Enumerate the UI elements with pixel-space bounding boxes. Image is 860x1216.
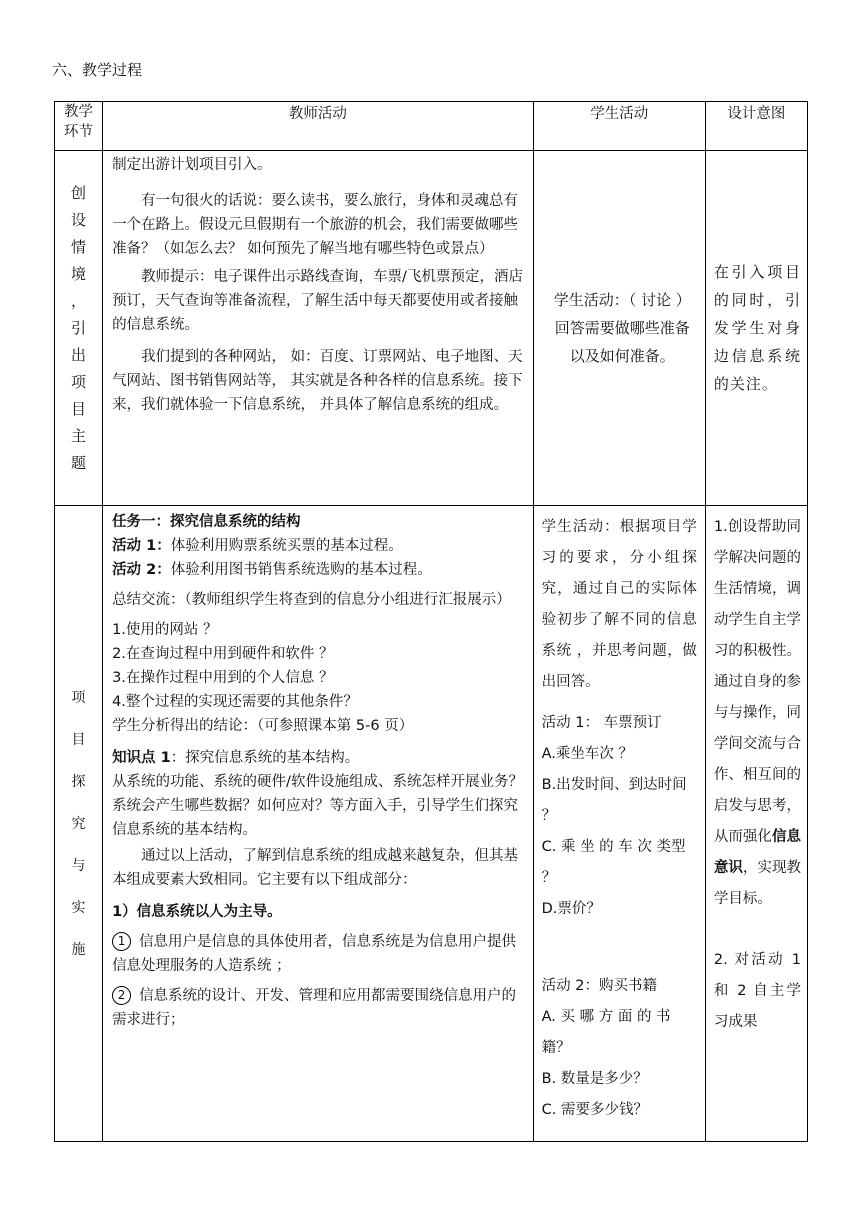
- header-student-activity: 学生活动: [533, 102, 705, 151]
- teacher-activity-intro: [103, 151, 534, 506]
- teaching-process-table: [54, 101, 808, 1142]
- intro-paragraph-4: 我们提到的各种网站， 如：百度、订票网站、电子地图、天气网站、图书销售网站等， 其实就是各种各样的信息系统。接下来，我们就体验一下信息系统， 并具体了解信息系统的组成。: [112, 349, 523, 413]
- student-act1-c: C. 乘 坐 的 车 次 类型 ？: [541, 839, 686, 886]
- table-row-project-exploration: [55, 506, 808, 1142]
- header-design-intent: 设计意图: [705, 102, 807, 151]
- point-1-item-2: 2 信息系统的设计、开发、管理和应用都需要围绕信息用户的需求进行；: [112, 988, 517, 1028]
- student-act1-title: 活动 1： 车票预订: [541, 715, 662, 731]
- point-1-item-1: 1 信息用户是信息的具体使用者，信息系统是为信息用户提供信息处理服务的人造系统 ；: [112, 934, 517, 974]
- knowledge-point-line: 知识点 1：探究信息系统的基本结构。: [112, 750, 360, 766]
- intro-paragraph-3: 教师提示：电子课件出示路线查询，车票/飞机票预定，酒店预订，天气查询等准备流程，了解生活中每天都要使用或者接触的信息系统。: [112, 269, 523, 333]
- knowledge-point-desc: 从系统的功能、系统的硬件/软件设施组成、系统怎样开展业务？系统会产生哪些数据？如何应对？等方面入手，引导学生们探究信息系统的基本结构。: [112, 774, 523, 838]
- teacher-activity-exploration: [103, 506, 534, 1142]
- header-stage: 教学环节: [55, 102, 103, 151]
- question-4: 4.整个过程的实现还需要的其他条件？: [112, 694, 358, 710]
- conclusion-text: 学生分析得出的结论：（可参照课本第 5-6 页）: [112, 718, 414, 734]
- design-intent-intro: [705, 151, 807, 506]
- student-act2-b: B. 数量是多少？: [541, 1071, 648, 1087]
- student-intro: 学生活动：根据项目学习的要求，分小组探究，通过自己的实际体验初步了解不同的信息系统 ，并思考问题，做出回答。: [541, 519, 697, 690]
- student-act1-b: B.出发时间、到达时间 ？: [541, 777, 687, 824]
- circled-number-1: 1: [112, 932, 131, 951]
- question-3: 3.在操作过程中用到的个人信息 ？: [112, 670, 334, 686]
- through-activities-text: 通过以上活动，了解到信息系统的组成越来越复杂，但其基本组成要素大致相同。它主要有以下组成部分：: [112, 848, 519, 888]
- page-heading: 六、教学过程: [52, 61, 143, 79]
- student-activity-intro-text: 学生活动：（ 讨论 ） 回答需要做哪些准备以及如何准备。: [553, 291, 691, 365]
- table-row-introduction: [55, 151, 808, 506]
- activity-1-line: 活动 1：体验利用购票系统买票的基本过程。: [112, 538, 403, 554]
- header-teacher-activity: 教师活动: [103, 102, 534, 151]
- student-act1-a: A.乘坐车次 ？: [541, 746, 634, 762]
- table-header-row: [55, 102, 808, 151]
- student-act2-title: 活动 2：购买书籍: [541, 978, 657, 994]
- intro-paragraph-2: 有一句很火的话说：要么读书，要么旅行，身体和灵魂总有一个在路上。假设元旦假期有一个旅游的机会，我们需要做哪些准备？（如怎么去？ 如何预先了解当地有哪些特色或景点）: [112, 193, 519, 257]
- student-act2-c: C. 需要多少钱？: [541, 1102, 648, 1118]
- question-2: 2.在查询过程中用到硬件和软件 ？: [112, 646, 334, 662]
- activity-2-line: 活动 2：体验利用图书销售系统选购的基本过程。: [112, 562, 432, 578]
- student-activity-exploration: [533, 506, 705, 1142]
- design-intent-point-1: 1.创设帮助同学解决问题的生活情境，调动学生自主学习的积极性。通过自身的参与与操作，同学间交流与合作、相互间的启发与思考，从而强化信息意识，实现教学目标。: [713, 519, 801, 907]
- point-1-title: 1）信息系统以人为主导。: [112, 904, 282, 920]
- student-act1-d: D.票价？: [541, 901, 601, 917]
- summary-text: 总结交流：（教师组织学生将查到的信息分小组进行汇报展示）: [112, 592, 511, 608]
- section-label-introduction: 创 设 情 境 ， 引 出 项 目 主 题: [55, 151, 103, 506]
- question-1: 1.使用的网站 ？: [112, 622, 218, 638]
- design-intent-point-2: 2. 对活动 1 和 2 自主学习成果: [713, 952, 801, 1030]
- intro-paragraph-1: 制定出游计划项目引入。: [112, 157, 272, 173]
- section-label-exploration: 项 目 探 究 与 实 施: [55, 506, 103, 1142]
- student-act2-a: A. 买 哪 方 面 的 书籍？: [541, 1009, 671, 1056]
- circled-number-2: 2: [112, 986, 131, 1005]
- design-intent-intro-text: 在引入项目的同时，引发学生对身边信息系统的关注。: [713, 263, 801, 393]
- student-activity-intro: [533, 151, 705, 506]
- task-title: 任务一：探究信息系统的结构: [112, 514, 301, 530]
- design-intent-exploration: [705, 506, 807, 1142]
